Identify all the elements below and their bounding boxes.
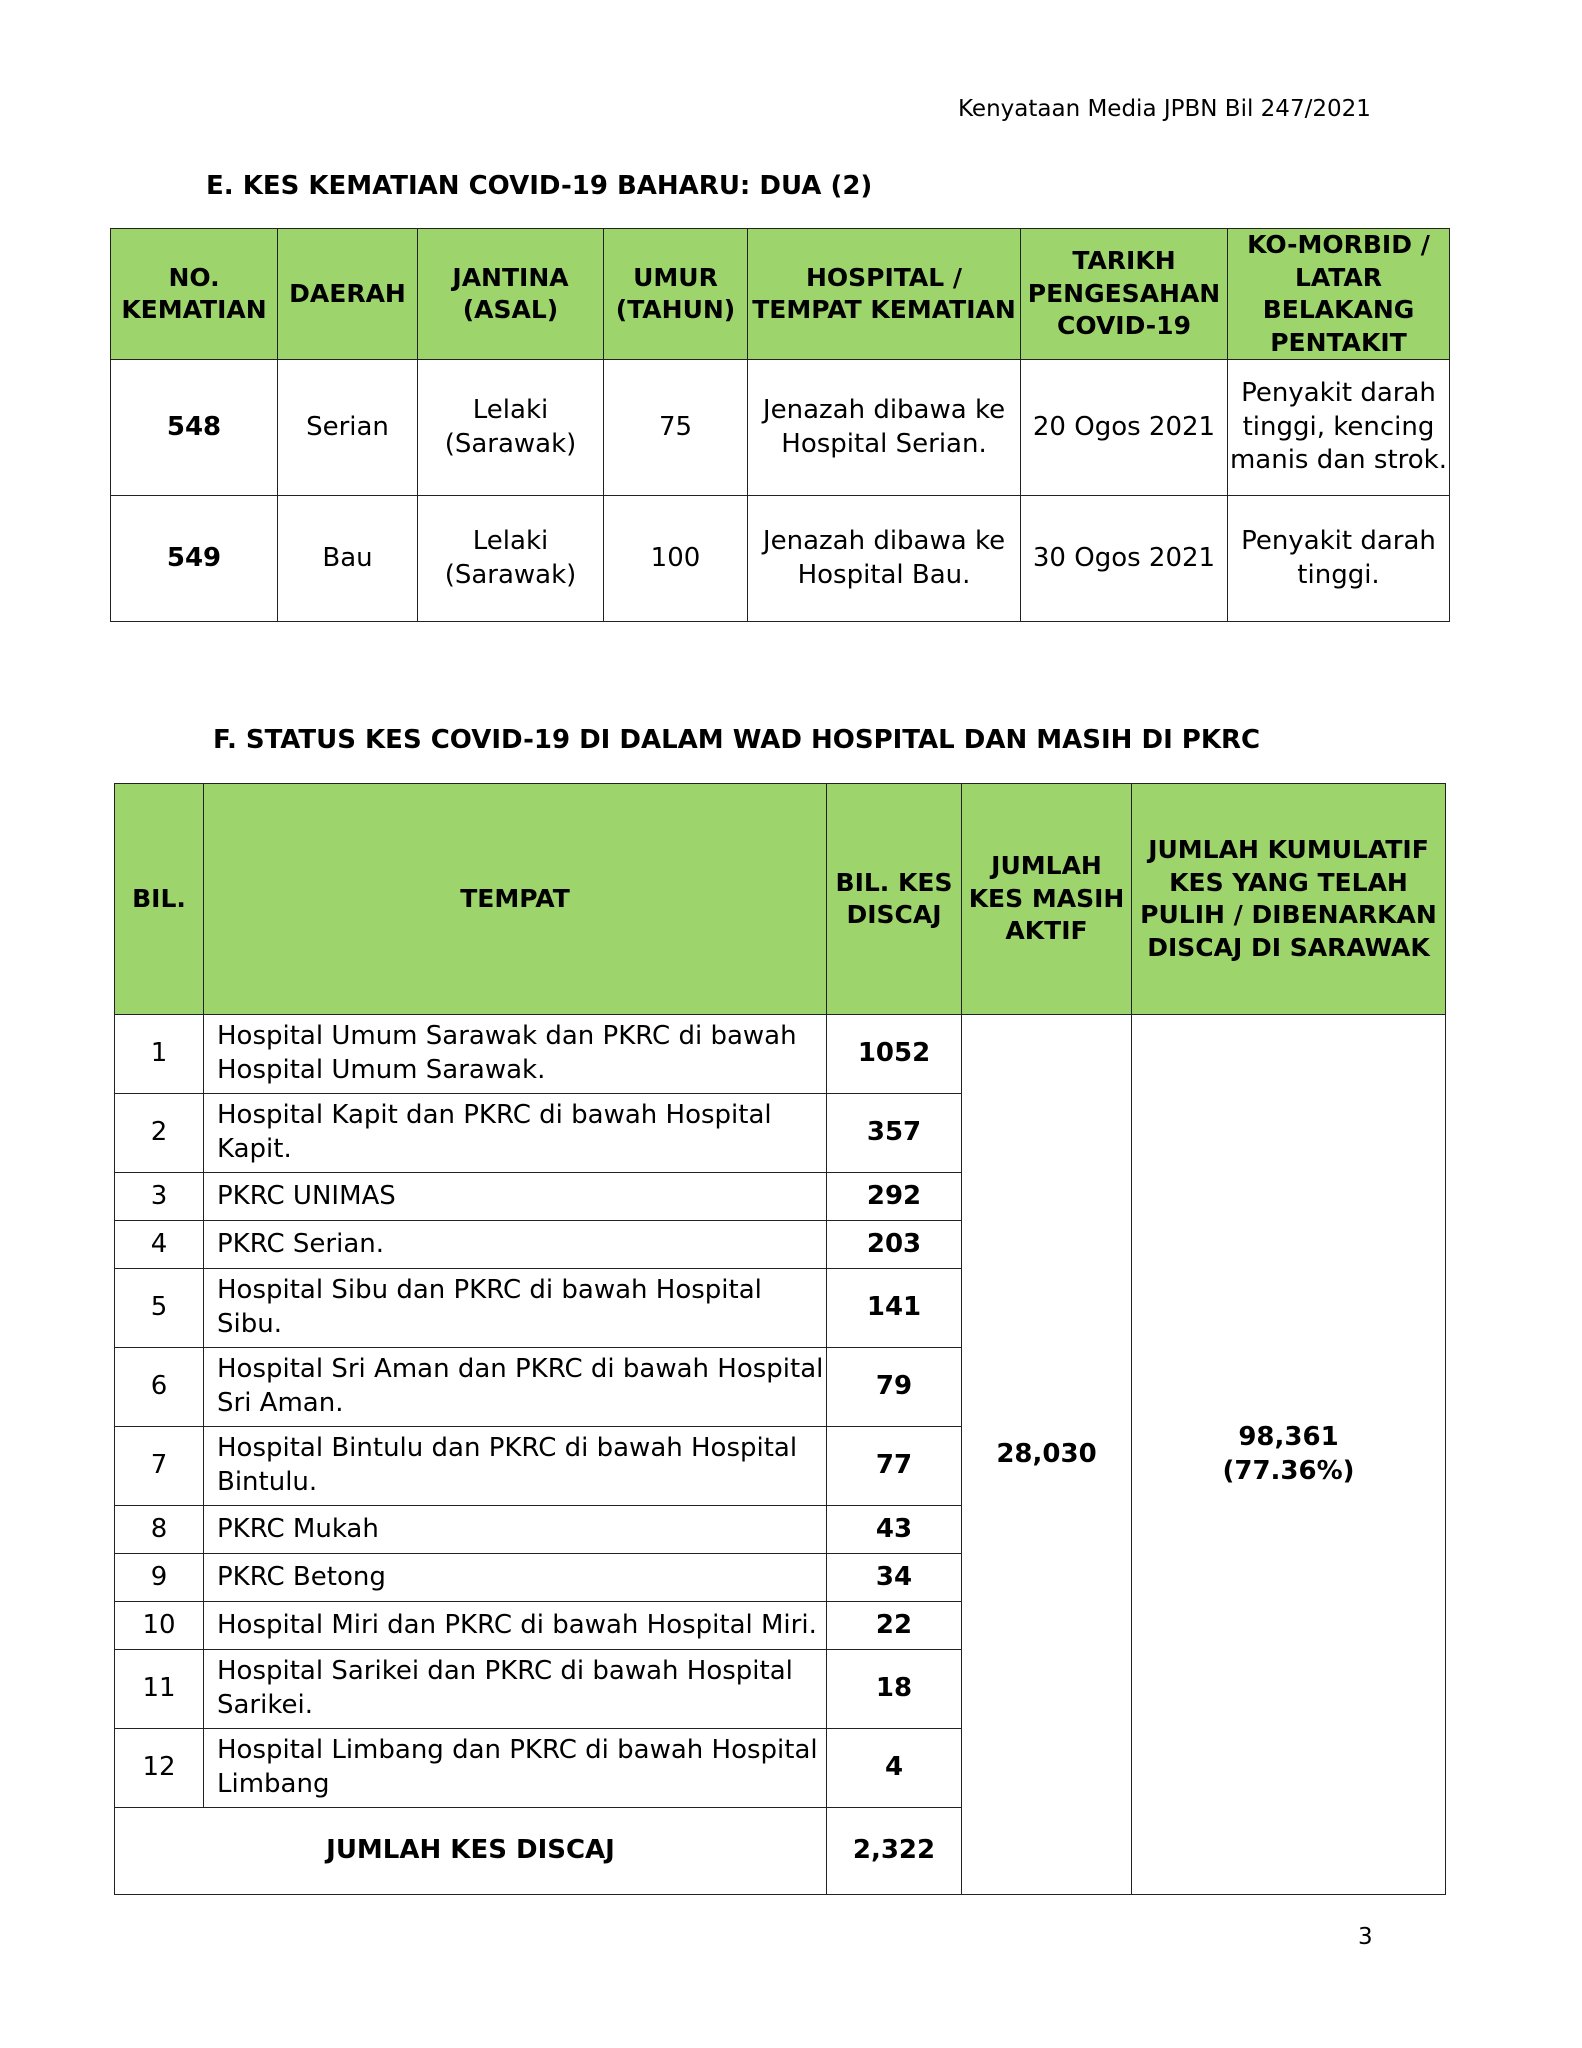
row-number: 7 — [115, 1427, 204, 1506]
ward-status-table — [114, 783, 1446, 1895]
total-discharged-label: JUMLAH KES DISCAJ — [115, 1808, 827, 1895]
table-row — [115, 1015, 1446, 1094]
place-name: PKRC Mukah — [204, 1506, 827, 1554]
discharged-count: 203 — [827, 1221, 962, 1269]
deaths-table-header-row — [111, 229, 1450, 360]
death-number: 549 — [111, 496, 278, 622]
gender-origin: Lelaki (Sarawak) — [418, 496, 604, 622]
row-number: 9 — [115, 1554, 204, 1602]
total-discharged-value: 2,322 — [827, 1808, 962, 1895]
row-number: 2 — [115, 1094, 204, 1173]
comorbidity: Penyakit darah tinggi, kencing manis dan strok. — [1228, 360, 1450, 496]
column-header: BIL. KES DISCAJ — [827, 784, 962, 1015]
row-number: 12 — [115, 1729, 204, 1808]
discharged-count: 34 — [827, 1554, 962, 1602]
place-name: Hospital Bintulu dan PKRC di bawah Hospital Bintulu. — [204, 1427, 827, 1506]
discharged-count: 43 — [827, 1506, 962, 1554]
place-name: PKRC UNIMAS — [204, 1173, 827, 1221]
column-header: NO. KEMATIAN — [111, 229, 278, 360]
confirmation-date: 30 Ogos 2021 — [1021, 496, 1228, 622]
discharged-count: 292 — [827, 1173, 962, 1221]
column-header: BIL. — [115, 784, 204, 1015]
column-header: TEMPAT — [204, 784, 827, 1015]
discharged-count: 357 — [827, 1094, 962, 1173]
place-name: Hospital Miri dan PKRC di bawah Hospital Miri. — [204, 1602, 827, 1650]
column-header: TARIKH PENGESAHAN COVID-19 — [1021, 229, 1228, 360]
discharged-count: 22 — [827, 1602, 962, 1650]
discharged-count: 4 — [827, 1729, 962, 1808]
ward-table-header-row — [115, 784, 1446, 1015]
place-name: Hospital Sibu dan PKRC di bawah Hospital Sibu. — [204, 1269, 827, 1348]
column-header: UMUR (TAHUN) — [604, 229, 748, 360]
place-name: Hospital Limbang dan PKRC di bawah Hospital Limbang — [204, 1729, 827, 1808]
cumulative-recovered-cell — [1132, 1015, 1446, 1895]
column-header: KO-MORBID / LATAR BELAKANG PENTAKIT — [1228, 229, 1450, 360]
section-f-title: F. STATUS KES COVID-19 DI DALAM WAD HOSPITAL DAN MASIH DI PKRC — [213, 725, 1261, 755]
row-number: 8 — [115, 1506, 204, 1554]
place-name: Hospital Sarikei dan PKRC di bawah Hospital Sarikei. — [204, 1650, 827, 1729]
column-header: JUMLAH KUMULATIF KES YANG TELAH PULIH / DIBENARKAN DISCAJ DI SARAWAK — [1132, 784, 1446, 1015]
active-cases-total: 28,030 — [962, 1015, 1132, 1895]
row-number: 6 — [115, 1348, 204, 1427]
place-name: Hospital Kapit dan PKRC di bawah Hospital Kapit. — [204, 1094, 827, 1173]
place-of-death: Jenazah dibawa ke Hospital Serian. — [748, 360, 1021, 496]
district: Bau — [278, 496, 418, 622]
discharged-count: 1052 — [827, 1015, 962, 1094]
age: 100 — [604, 496, 748, 622]
district: Serian — [278, 360, 418, 496]
column-header: HOSPITAL / TEMPAT KEMATIAN — [748, 229, 1021, 360]
page-number: 3 — [1358, 1924, 1373, 1950]
cumulative-recovered-value: 98,361 — [1238, 1421, 1339, 1452]
column-header: JUMLAH KES MASIH AKTIF — [962, 784, 1132, 1015]
cumulative-recovered-percent: (77.36%) — [1222, 1455, 1355, 1486]
gender-origin: Lelaki (Sarawak) — [418, 360, 604, 496]
row-number: 1 — [115, 1015, 204, 1094]
age: 75 — [604, 360, 748, 496]
confirmation-date: 20 Ogos 2021 — [1021, 360, 1228, 496]
place-of-death: Jenazah dibawa ke Hospital Bau. — [748, 496, 1021, 622]
place-name: PKRC Serian. — [204, 1221, 827, 1269]
row-number: 11 — [115, 1650, 204, 1729]
table-row — [111, 360, 1450, 496]
media-statement-reference: Kenyataan Media JPBN Bil 247/2021 — [958, 96, 1371, 122]
table-row — [111, 496, 1450, 622]
discharged-count: 77 — [827, 1427, 962, 1506]
place-name: Hospital Sri Aman dan PKRC di bawah Hospital Sri Aman. — [204, 1348, 827, 1427]
discharged-count: 18 — [827, 1650, 962, 1729]
row-number: 10 — [115, 1602, 204, 1650]
column-header: JANTINA (ASAL) — [418, 229, 604, 360]
place-name: Hospital Umum Sarawak dan PKRC di bawah Hospital Umum Sarawak. — [204, 1015, 827, 1094]
comorbidity: Penyakit darah tinggi. — [1228, 496, 1450, 622]
column-header: DAERAH — [278, 229, 418, 360]
row-number: 3 — [115, 1173, 204, 1221]
discharged-count: 141 — [827, 1269, 962, 1348]
place-name: PKRC Betong — [204, 1554, 827, 1602]
deaths-table — [110, 228, 1450, 622]
discharged-count: 79 — [827, 1348, 962, 1427]
section-e-title: E. KES KEMATIAN COVID-19 BAHARU: DUA (2) — [206, 171, 873, 201]
row-number: 4 — [115, 1221, 204, 1269]
row-number: 5 — [115, 1269, 204, 1348]
death-number: 548 — [111, 360, 278, 496]
